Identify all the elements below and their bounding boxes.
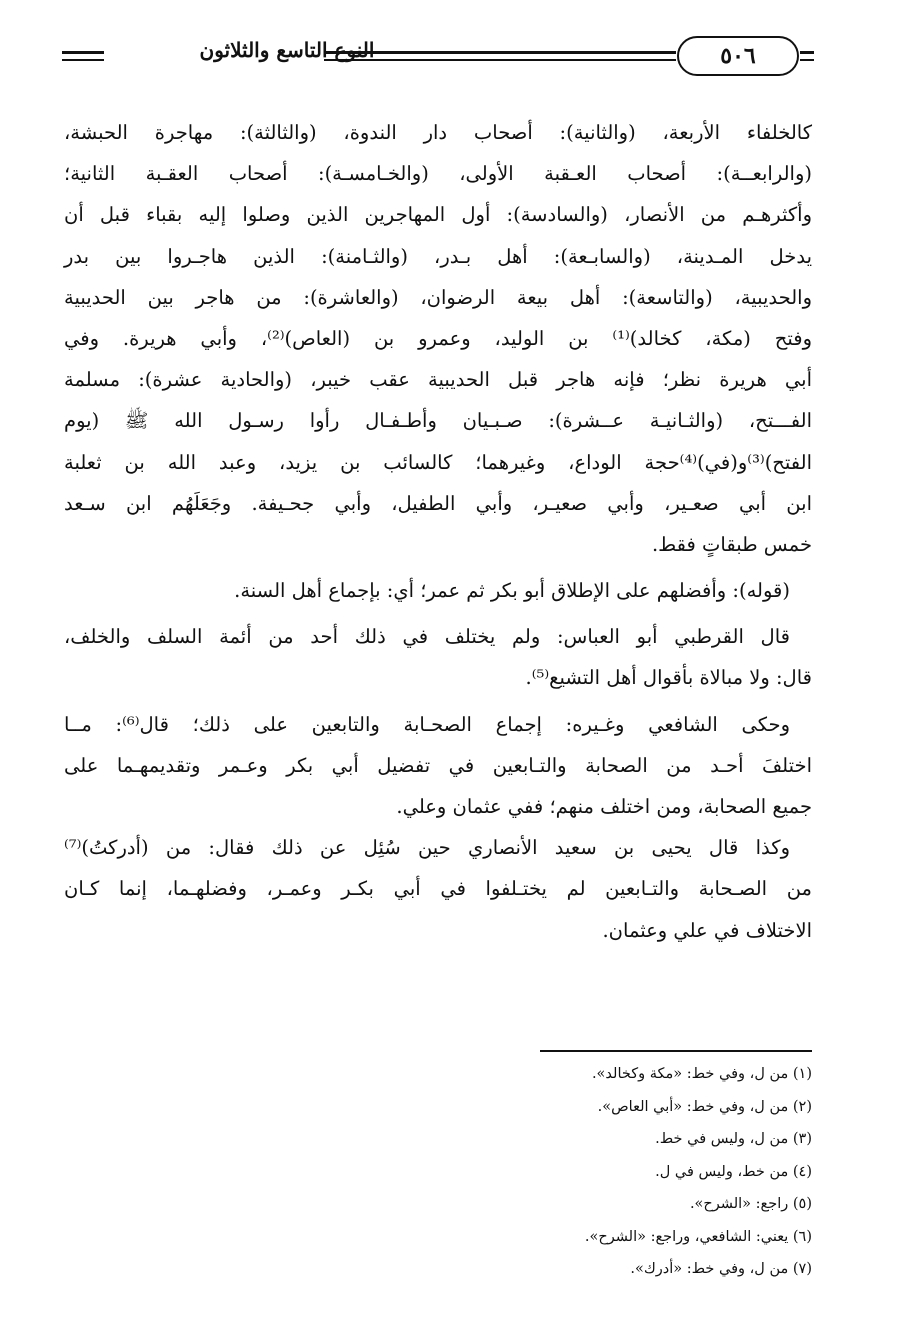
text-line: يدخل المـدينة، (والسابـعة): أهل بـدر، (والثـامنة): الذين هاجـروا بين بدر	[64, 244, 812, 268]
text-line: الاختلاف في علي وعثمان.	[602, 918, 812, 942]
footnote: (١) من ل، وفي خط: «مكة وكخالد».	[591, 1066, 812, 1082]
footnote: (٦) يعني: الشافعي، وراجع: «الشرح».	[584, 1228, 812, 1245]
text-line: وأكثرهـم من الأنصار، (والسادسة): أول المهاجرين الذين وصلوا إليه بقباء قبل أن	[64, 203, 812, 227]
header-rule-left	[62, 51, 104, 54]
text-line: اختلفَ أحـد من الصحابة والتـابعين في تفضيل أبي بكر وعـمر وتقديمهـما على	[64, 753, 812, 777]
header-rule-right-thin	[800, 59, 814, 61]
footnote-separator	[540, 1050, 812, 1052]
footnote: (٤) من خط، وليس في ل.	[655, 1163, 812, 1180]
footnote: (٢) من ل، وفي خط: «أبي العاص».	[597, 1098, 812, 1115]
page-number-oval	[677, 36, 799, 76]
text-line: ابن أبي صعـير، وأبي صعيـر، وأبي الطفيل، وأبي جحـيفة. وجَعَلَهُم ابن سـعد	[64, 491, 812, 515]
header-rule-left-thin	[62, 59, 104, 61]
footnote: (٧) من ل، وفي خط: «أدرك».	[630, 1261, 812, 1277]
footnote: (٥) راجع: «الشرح».	[689, 1196, 812, 1212]
running-title: النوع التاسع والثلاثون	[199, 38, 375, 62]
text-line: وحكى الشافعي وغـيره: إجماع الصحـابة والتابعين على ذلك؛ قال⁽⁶⁾: مــا	[64, 712, 791, 736]
text-line: قال: ولا مبالاة بأقوال أهل التشيع⁽⁵⁾.	[525, 666, 812, 690]
main-text	[64, 112, 812, 951]
text-line: جميع الصحابة، ومن اختلف منهم؛ ففي عثمان وعلي.	[396, 795, 812, 818]
text-line: قال القرطبي أبو العباس: ولم يختلف في ذلك أحد من أئمة السلف والخلف،	[64, 625, 790, 649]
text-line: أبي هريرة نظر؛ فإنه هاجر قبل الحديبية عقب خيبر، (والحادية عشرة): مسلمة	[64, 368, 812, 392]
footnote: (٣) من ل، وليس في خط.	[655, 1131, 812, 1147]
footnotes	[300, 1058, 812, 1286]
text-line: وكذا قال يحيى بن سعيد الأنصاري حين سُئِل عن ذلك فقال: من (أدركتُ)⁽⁷⁾	[64, 836, 790, 860]
text-line: (والرابعــة): أصحاب العـقبة الأولى، (والخـامسـة): أصحاب العقـبة الثانية؛	[64, 162, 812, 186]
text-line: (قوله): وأفضلهم على الإطلاق أبو بكر ثم عمر؛ أي: بإجماع أهل السنة.	[234, 579, 790, 603]
text-line: خمس طبقاتٍ فقط.	[651, 532, 812, 556]
text-line: من الصـحابة والتـابعين لم يختـلفوا في أبي بكـر وعمـر، وفضلهـما، إنما كـان	[64, 877, 812, 901]
page-header	[62, 28, 814, 84]
text-line: الفـــتح، (والثـانيـة عــشرة): صـبـيان وأطـفـال رأوا رسـول الله ﷺ (يوم	[64, 409, 812, 433]
text-line: كالخلفاء الأربعة، (والثانية): أصحاب دار الندوة، (والثالثة): مهاجرة الحبشة،	[64, 121, 812, 144]
text-line: والحديبية، (والتاسعة): أهل بيعة الرضوان، (والعاشرة): من هاجر بين الحديبية	[64, 285, 812, 309]
header-rule-right	[800, 51, 814, 54]
text-line: وفتح (مكة، كخالد)⁽¹⁾ بن الوليد، وعمرو بن (العاص)⁽²⁾، وأبي هريرة. وفي	[64, 326, 812, 350]
page-number: ٥٠٦	[720, 43, 756, 69]
text-line: الفتح)⁽³⁾و(في)⁽⁴⁾حجة الوداع، وغيرهما؛ كالسائب بن يزيد، وعبد الله بن ثعلبة	[64, 450, 812, 474]
